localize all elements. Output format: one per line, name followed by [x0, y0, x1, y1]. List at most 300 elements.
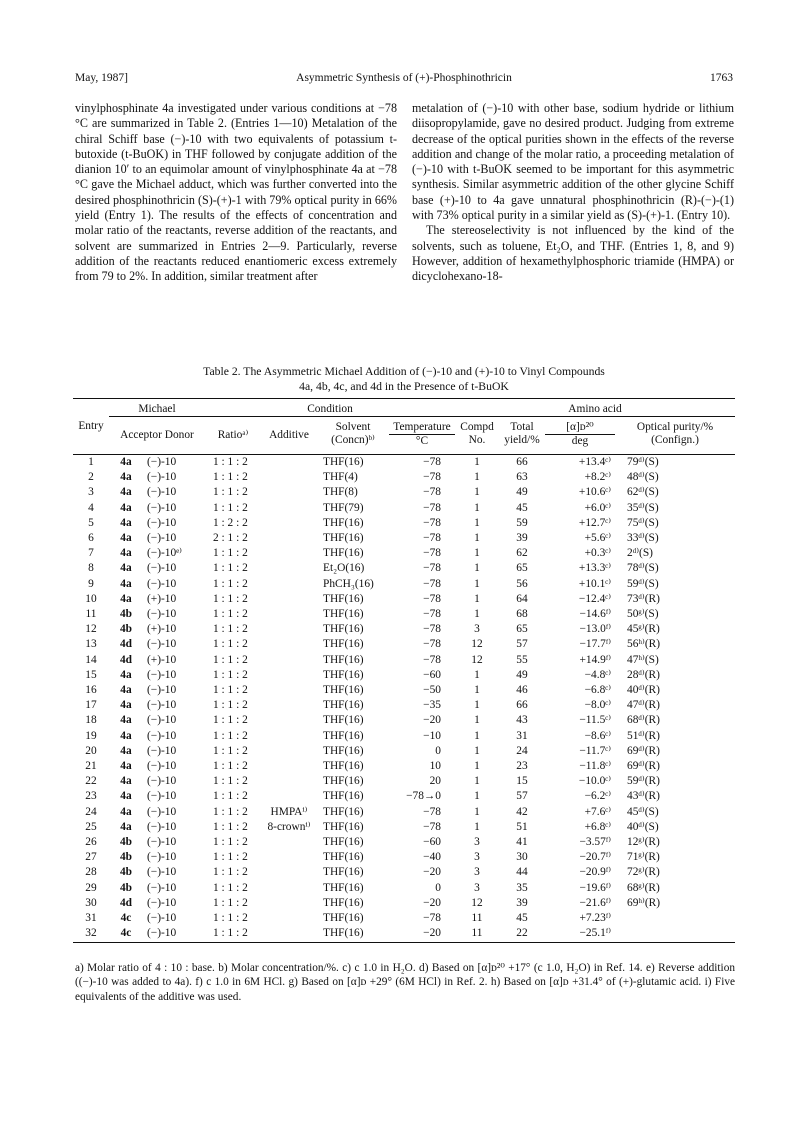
cell-compd: 1: [474, 532, 480, 545]
cell-yield: 59: [516, 516, 528, 529]
cell-compd: 1: [474, 456, 480, 468]
cell-temperature: −78→0: [406, 790, 441, 803]
cell-compd: 3: [474, 851, 480, 864]
cell-optical-purity: 45ᵈ⁾(S): [627, 805, 659, 818]
col-alpha: [545, 417, 615, 455]
cell-yield: 35: [516, 881, 528, 894]
cell-ratio: 1 : 1 : 2: [213, 927, 248, 940]
cell-additive: [261, 470, 317, 485]
cell-acceptor: 4c: [120, 912, 132, 925]
cell-donor: (+)-10: [147, 592, 177, 605]
cell-compd: 1: [474, 592, 480, 605]
cell-acceptor: 4a: [120, 471, 132, 484]
table-row: [73, 516, 735, 531]
cell-yield: 41: [516, 836, 528, 849]
cell-entry: 5: [88, 516, 94, 529]
group-michael: Michael: [138, 403, 176, 415]
cell-rotation: −25.1ᶠ⁾: [579, 927, 611, 940]
cell-rotation: +13.4ᶜ⁾: [578, 456, 611, 468]
cell-rotation: −12.4ᶜ⁾: [578, 592, 611, 605]
cell-solvent: THF(16): [323, 775, 364, 788]
cell-entry: 16: [85, 684, 97, 697]
cell-additive: [261, 683, 317, 698]
cell-ratio: 1 : 1 : 2: [213, 577, 248, 590]
cell-entry: 18: [85, 714, 97, 727]
cell-solvent: THF(16): [323, 699, 364, 712]
table-caption: [75, 364, 733, 394]
cell-temperature: −20: [423, 866, 441, 879]
cell-acceptor: 4b: [119, 851, 133, 864]
cell-solvent: THF(16): [323, 532, 364, 545]
col-acceptor-donor: Acceptor Donor: [109, 417, 205, 455]
cell-additive: [261, 774, 317, 789]
cell-compd: 1: [474, 790, 480, 803]
cell-temperature: −78: [423, 562, 441, 575]
cell-compd: 1: [474, 684, 480, 697]
cell-solvent: THF(16): [323, 744, 364, 757]
table-row: [73, 744, 735, 759]
cell-ratio: 1 : 1 : 2: [213, 729, 248, 742]
cell-solvent: THF(16): [323, 456, 364, 468]
cell-donor: (−)-10: [147, 881, 177, 894]
cell-yield: 46: [516, 684, 528, 697]
cell-ratio: 1 : 1 : 2: [213, 668, 248, 681]
cell-additive: [261, 653, 317, 668]
cell-additive: [261, 911, 317, 926]
cell-solvent: THF(16): [323, 653, 364, 666]
cell-rotation: −4.8ᶜ⁾: [584, 668, 611, 681]
right-paragraph-1: metalation of (−)-10 with other base, sodium hydride or lithium diisopropylamide, gave no desired product. Judging from extreme decrease of the optical purities shown in the effects of the reverse addition and change of the molar ratio, a proceeding metalation of (−)-10 with t-BuOK seemed to be important for this asymmetric synthesis. Similar asymmetric addition of the other glycine Schiff base (+)-10 to 4a gave unnatural phosphinothricin (R)-(−)-(1) with 73% optical purity in a similar yield as (S)-(+)-1. (Entry 10).: [412, 101, 734, 223]
group-condition: Condition: [307, 403, 353, 415]
cell-ratio: 1 : 1 : 2: [213, 866, 248, 879]
cell-additive: [261, 789, 317, 804]
cell-yield: 63: [516, 471, 528, 484]
cell-temperature: −78: [423, 805, 441, 818]
table-row: [73, 926, 735, 942]
cell-solvent: THF(79): [323, 501, 364, 514]
cell-rotation: −8.6ᶜ⁾: [584, 729, 611, 742]
table-row: [73, 713, 735, 728]
cell-temperature: −78: [423, 653, 441, 666]
cell-ratio: 1 : 1 : 2: [213, 592, 248, 605]
cell-ratio: 1 : 1 : 2: [213, 775, 248, 788]
cell-yield: 15: [516, 775, 528, 788]
cell-temperature: −60: [423, 836, 441, 849]
table-row: [73, 485, 735, 500]
cell-ratio: 1 : 1 : 2: [213, 684, 248, 697]
cell-yield: 31: [516, 729, 528, 742]
cell-temperature: 20: [429, 775, 441, 788]
cell-acceptor: 4b: [119, 608, 133, 621]
cell-additive: [261, 698, 317, 713]
cell-acceptor: 4a: [120, 790, 132, 803]
total-sub: yield/%: [504, 434, 540, 446]
cell-ratio: 1 : 1 : 2: [213, 699, 248, 712]
cell-additive: [261, 561, 317, 576]
cell-acceptor: 4a: [120, 547, 132, 560]
cell-acceptor: 4a: [120, 501, 132, 514]
cell-yield: 65: [516, 623, 528, 636]
cell-optical-purity: 56ʰ⁾(R): [627, 638, 661, 651]
cell-compd: 1: [474, 547, 480, 560]
cell-acceptor: 4a: [120, 760, 132, 773]
cell-donor: (−)-10: [147, 851, 177, 864]
cell-entry: 30: [85, 896, 97, 909]
cell-temperature: −78: [423, 456, 441, 468]
cell-donor: (−)-10: [147, 820, 177, 833]
cell-optical-purity: [615, 911, 735, 926]
cell-optical-purity: 43ᵈ⁾(R): [627, 790, 660, 803]
cell-yield: 30: [516, 851, 528, 864]
cell-entry: 20: [85, 744, 97, 757]
cell-solvent: THF(16): [323, 608, 364, 621]
cell-ratio: 1 : 1 : 2: [213, 790, 248, 803]
cell-yield: 42: [516, 805, 528, 818]
cell-optical-purity: 28ᵈ⁾(R): [627, 668, 660, 681]
cell-optical-purity: 12ᵍ⁾(R): [627, 836, 660, 849]
cell-yield: 68: [516, 608, 528, 621]
cell-acceptor: 4d: [119, 638, 133, 651]
cell-compd: 3: [474, 881, 480, 894]
cell-ratio: 1 : 1 : 2: [213, 744, 248, 757]
cell-yield: 55: [516, 653, 528, 666]
col-additive: Additive: [261, 417, 317, 455]
cell-solvent: THF(16): [323, 714, 364, 727]
cell-rotation: −11.8ᶜ⁾: [579, 760, 611, 773]
cell-acceptor: 4a: [120, 775, 132, 788]
cell-additive: [261, 865, 317, 880]
cell-donor: (−)-10: [147, 532, 177, 545]
cell-compd: 12: [471, 638, 483, 651]
cell-donor: (−)-10: [147, 866, 177, 879]
col-optical: [615, 417, 735, 455]
table-body: [73, 455, 735, 943]
cell-compd: 1: [474, 668, 480, 681]
cell-solvent: THF(16): [323, 684, 364, 697]
cell-yield: 23: [516, 760, 528, 773]
cell-compd: 3: [474, 866, 480, 879]
cell-compd: 3: [474, 623, 480, 636]
cell-ratio: 1 : 1 : 2: [213, 456, 248, 468]
cell-temperature: −78: [423, 532, 441, 545]
cell-additive: [261, 622, 317, 637]
cell-donor: (−)-10: [147, 912, 177, 925]
cell-temperature: −78: [423, 608, 441, 621]
cell-solvent: THF(16): [323, 760, 364, 773]
cell-entry: 10: [85, 592, 97, 605]
cell-additive: [261, 896, 317, 911]
cell-additive: [261, 637, 317, 652]
cell-rotation: −14.6ᶠ⁾: [579, 608, 611, 621]
cell-solvent: THF(16): [323, 790, 364, 803]
cell-temperature: −78: [423, 471, 441, 484]
cell-solvent: THF(16): [323, 623, 364, 636]
cell-solvent: THF(16): [323, 927, 364, 940]
table-row: [73, 546, 735, 561]
cell-yield: 49: [516, 486, 528, 499]
cell-entry: 11: [85, 608, 97, 621]
cell-ratio: 1 : 1 : 2: [213, 760, 248, 773]
cell-optical-purity: 47ᵈ⁾(R): [627, 699, 660, 712]
cell-optical-purity: 72ᵍ⁾(R): [627, 866, 660, 879]
cell-rotation: −11.5ᶜ⁾: [579, 714, 611, 727]
cell-compd: 1: [474, 562, 480, 575]
cell-acceptor: 4b: [119, 623, 133, 636]
cell-yield: 45: [516, 912, 528, 925]
cell-yield: 24: [516, 744, 528, 757]
compd-label: Compd: [460, 421, 494, 433]
cell-compd: 3: [474, 836, 480, 849]
table-row: [73, 592, 735, 607]
cell-ratio: 1 : 1 : 2: [213, 912, 248, 925]
cell-optical-purity: 40ᵈ⁾(S): [627, 820, 659, 833]
cell-optical-purity: 35ᵈ⁾(S): [627, 501, 659, 514]
cell-rotation: +13.3ᶜ⁾: [578, 562, 611, 575]
cell-temperature: −40: [423, 851, 441, 864]
cell-rotation: −13.0ᶠ⁾: [579, 623, 611, 636]
cell-temperature: −78: [423, 486, 441, 499]
cell-rotation: −19.6ᶠ⁾: [579, 881, 611, 894]
optical-sub: (Confign.): [651, 434, 699, 446]
cell-rotation: −21.6ᶠ⁾: [579, 896, 611, 909]
cell-ratio: 1 : 1 : 2: [213, 836, 248, 849]
cell-entry: 4: [88, 501, 94, 514]
cell-compd: 1: [474, 820, 480, 833]
table-row: [73, 911, 735, 926]
cell-temperature: −78: [423, 501, 441, 514]
cell-yield: 49: [516, 668, 528, 681]
cell-acceptor: 4b: [119, 836, 133, 849]
cell-entry: 12: [85, 623, 97, 636]
cell-donor: (−)-10: [147, 760, 177, 773]
running-header: [75, 72, 733, 88]
cell-donor: (−)-10: [147, 790, 177, 803]
cell-temperature: −78: [423, 577, 441, 590]
cell-additive: [261, 881, 317, 896]
cell-optical-purity: 50ᵍ⁾(S): [627, 608, 659, 621]
cell-acceptor: 4a: [120, 729, 132, 742]
cell-entry: 29: [85, 881, 97, 894]
cell-rotation: −6.8ᶜ⁾: [584, 684, 611, 697]
cell-rotation: −10.0ᶜ⁾: [578, 775, 611, 788]
table-row: [73, 455, 735, 471]
cell-donor: (−)-10: [147, 805, 177, 818]
col-total: [499, 417, 545, 455]
cell-compd: 12: [471, 653, 483, 666]
cell-rotation: +7.23ᶠ⁾: [579, 912, 611, 925]
cell-yield: 43: [516, 714, 528, 727]
cell-acceptor: 4a: [120, 532, 132, 545]
cell-yield: 39: [516, 896, 528, 909]
cell-acceptor: 4a: [120, 805, 132, 818]
cell-donor: (−)-10: [147, 577, 177, 590]
cell-solvent: THF(16): [323, 547, 364, 560]
cell-additive: HMPAⁱ⁾: [270, 805, 308, 818]
cell-rotation: +0.3ᶜ⁾: [584, 547, 611, 560]
temperature-label: Temperature: [389, 421, 455, 435]
cell-ratio: 2 : 1 : 2: [213, 532, 248, 545]
cell-yield: 45: [516, 501, 528, 514]
col-ratio: Ratioᵃ⁾: [205, 417, 261, 455]
cell-ratio: 1 : 1 : 2: [213, 486, 248, 499]
cell-compd: 1: [474, 729, 480, 742]
table-row: [73, 470, 735, 485]
cell-solvent: Et₂O(16): [323, 562, 365, 575]
cell-ratio: 1 : 1 : 2: [213, 623, 248, 636]
cell-compd: 11: [471, 912, 483, 925]
cell-compd: 1: [474, 775, 480, 788]
cell-temperature: −10: [423, 729, 441, 742]
table-row: [73, 820, 735, 835]
cell-solvent: THF(16): [323, 516, 364, 529]
cell-temperature: −78: [423, 638, 441, 651]
cell-optical-purity: 51ᵈ⁾(R): [627, 729, 660, 742]
table-row: [73, 637, 735, 652]
col-temperature: [389, 417, 455, 455]
cell-temperature: −60: [423, 668, 441, 681]
cell-rotation: +14.9ᶠ⁾: [579, 653, 611, 666]
cell-additive: [261, 592, 317, 607]
cell-optical-purity: 68ᵈ⁾(R): [627, 714, 660, 727]
cell-donor: (−)-10: [147, 714, 177, 727]
cell-entry: 13: [85, 638, 97, 651]
cell-ratio: 1 : 1 : 2: [213, 653, 248, 666]
cell-ratio: 1 : 1 : 2: [213, 471, 248, 484]
table-row: [73, 774, 735, 789]
cell-additive: [261, 546, 317, 561]
table-row: [73, 683, 735, 698]
cell-optical-purity: 73ᵈ⁾(R): [627, 592, 660, 605]
cell-compd: 1: [474, 577, 480, 590]
optical-label: Optical purity/%: [636, 421, 714, 433]
table-row: [73, 561, 735, 576]
cell-optical-purity: 59ᵈ⁾(S): [627, 577, 659, 590]
cell-optical-purity: 71ᵍ⁾(R): [627, 851, 660, 864]
cell-temperature: −78: [423, 912, 441, 925]
col-entry: Entry: [78, 420, 104, 432]
right-column: [412, 101, 734, 285]
cell-ratio: 1 : 1 : 2: [213, 881, 248, 894]
cell-solvent: THF(16): [323, 881, 364, 894]
compd-sub: No.: [468, 434, 486, 446]
cell-solvent: THF(16): [323, 912, 364, 925]
cell-acceptor: 4d: [119, 896, 133, 909]
cell-optical-purity: 2ᵈ⁾(S): [627, 547, 653, 560]
cell-acceptor: 4a: [120, 714, 132, 727]
cell-yield: 57: [516, 790, 528, 803]
total-label: Total: [510, 421, 534, 433]
cell-entry: 8: [88, 562, 94, 575]
cell-additive: [261, 729, 317, 744]
cell-additive: [261, 577, 317, 592]
cell-optical-purity: 40ᵈ⁾(R): [627, 684, 660, 697]
cell-donor: (−)-10: [147, 516, 177, 529]
cell-ratio: 1 : 1 : 2: [213, 638, 248, 651]
cell-acceptor: 4a: [120, 577, 132, 590]
cell-donor: (−)-10: [147, 486, 177, 499]
cell-acceptor: 4b: [119, 881, 133, 894]
alpha-unit: deg: [571, 435, 589, 447]
cell-optical-purity: [615, 926, 735, 942]
cell-solvent: THF(16): [323, 896, 364, 909]
cell-entry: 19: [85, 729, 97, 742]
cell-entry: 6: [88, 532, 94, 545]
cell-ratio: 1 : 2 : 2: [213, 516, 248, 529]
cell-additive: [261, 455, 317, 471]
cell-entry: 17: [85, 699, 97, 712]
table-row: [73, 698, 735, 713]
cell-additive: [261, 531, 317, 546]
cell-rotation: −20.7ᶠ⁾: [579, 851, 611, 864]
cell-donor: (−)-10: [147, 471, 177, 484]
cell-yield: 22: [516, 927, 528, 940]
solvent-label: Solvent: [335, 421, 371, 433]
cell-rotation: −17.7ᶠ⁾: [579, 638, 611, 651]
cell-additive: 8-crownⁱ⁾: [267, 820, 311, 833]
cell-yield: 39: [516, 532, 528, 545]
cell-entry: 26: [85, 836, 97, 849]
table-row: [73, 805, 735, 820]
table-row: [73, 789, 735, 804]
cell-acceptor: 4c: [120, 927, 132, 940]
cell-additive: [261, 485, 317, 500]
cell-optical-purity: 45ᵍ⁾(R): [627, 623, 660, 636]
cell-ratio: 1 : 1 : 2: [213, 562, 248, 575]
cell-acceptor: 4a: [120, 820, 132, 833]
table-row: [73, 881, 735, 896]
page-number: 1763: [710, 72, 733, 84]
cell-yield: 62: [516, 547, 528, 560]
cell-entry: 14: [85, 653, 97, 666]
cell-temperature: −78: [423, 547, 441, 560]
cell-temperature: −78: [423, 516, 441, 529]
cell-donor: (−)-10: [147, 608, 177, 621]
cell-donor: (−)-10: [147, 729, 177, 742]
cell-solvent: THF(16): [323, 836, 364, 849]
cell-solvent: THF(16): [323, 729, 364, 742]
cell-temperature: 10: [429, 760, 441, 773]
cell-optical-purity: 69ᵈ⁾(R): [627, 760, 660, 773]
cell-yield: 51: [516, 820, 528, 833]
cell-solvent: THF(16): [323, 668, 364, 681]
cell-donor: (−)-10: [147, 638, 177, 651]
cell-solvent: THF(16): [323, 820, 364, 833]
cell-compd: 12: [471, 896, 483, 909]
cell-yield: 57: [516, 638, 528, 651]
cell-temperature: 0: [435, 881, 441, 894]
cell-temperature: −20: [423, 714, 441, 727]
cell-rotation: +12.7ᶜ⁾: [578, 516, 611, 529]
cell-donor: (−)-10ᵉ⁾: [147, 547, 182, 560]
cell-rotation: +8.2ᶜ⁾: [584, 471, 611, 484]
cell-entry: 28: [85, 866, 97, 879]
cell-donor: (−)-10: [147, 456, 177, 468]
table-footnotes: a) Molar ratio of 4 : 10 : base. b) Molar concentration/%. c) c 1.0 in H₂O. d) Based on [α]ᴅ²⁰ +17° (c 1.0, H₂O) in Ref. 14. e) Reverse addition ((−)-10 was added to 4a). f) c 1.0 in 6M HCl. g) Based on [α]ᴅ +29° (6M HCl) in Ref. 2. h) Based on [α]ᴅ +31.4° of (+)-glutamic acid. i) Five equivalents of the additive was used.: [75, 962, 735, 1003]
cell-donor: (+)-10: [147, 623, 177, 636]
cell-compd: 1: [474, 805, 480, 818]
header-date: May, 1987]: [75, 72, 128, 84]
cell-additive: [261, 516, 317, 531]
cell-rotation: +5.6ᶜ⁾: [584, 532, 611, 545]
table-row: [73, 622, 735, 637]
cell-yield: 56: [516, 577, 528, 590]
cell-donor: (−)-10: [147, 562, 177, 575]
cell-solvent: THF(16): [323, 638, 364, 651]
cell-entry: 1: [88, 456, 94, 468]
cell-yield: 66: [516, 456, 528, 468]
cell-solvent: THF(16): [323, 805, 364, 818]
cell-acceptor: 4a: [120, 562, 132, 575]
